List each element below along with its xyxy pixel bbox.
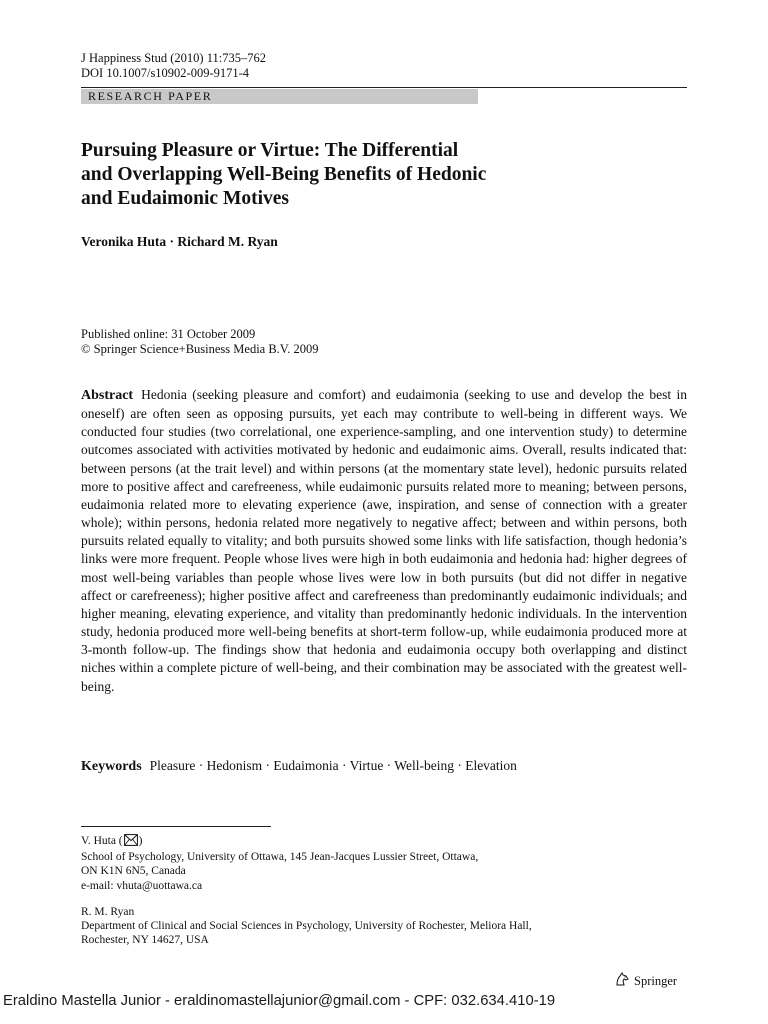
publication-info [81, 327, 318, 357]
affiliation-name: V. Huta ( ) [81, 834, 478, 850]
journal-citation: J Happiness Stud (2010) 11:735–762 [81, 51, 266, 65]
doi[interactable]: DOI 10.1007/s10902-009-9171-4 [81, 66, 250, 80]
published-date: Published online: 31 October 2009 [81, 327, 256, 341]
affiliation-line: Department of Clinical and Social Sciences in Psychology, University of Rochester, Meliora Hall, [81, 920, 532, 933]
authors: Veronika Huta · Richard M. Ryan [81, 234, 278, 249]
title-line: Pursuing Pleasure or Virtue: The Differential [81, 140, 459, 161]
envelope-icon[interactable] [124, 834, 138, 850]
watermark: Eraldino Mastella Junior - eraldinomastellajunior@gmail.com - CPF: 032.634.410-19 [3, 993, 556, 1009]
affiliation-line: ON K1N 6N5, Canada [81, 865, 186, 878]
copyright: © Springer Science+Business Media B.V. 2009 [81, 342, 319, 356]
affiliation-email[interactable]: e-mail: vhuta@uottawa.ca [81, 879, 203, 892]
publisher-logo [614, 972, 677, 991]
footnote-rule [81, 826, 271, 827]
journal-header [81, 51, 266, 81]
abstract-text: Hedonia (seeking pleasure and comfort) and eudaimonia (seeking to use and develop the best in oneself) are often seen as opposing pursuits, yet each may contribute to well-being in different ways. We conducted four studies (two correlational, one experience-sampling, and one intervention study) to determine outcomes associated with activities motivated by hedonic and eudaimonic aims. Overall, results indicated that: between persons (at the trait level) and within persons (at the momentary state level), hedonic pursuits related more to positive affect and carefreeness, while eudaimonic pursuits related more to meaning; between persons, eudaimonia related more to elevating experience (awe, inspiration, and sense of connection with a greater whole); within persons, hedonia related more negatively to negative affect; between and within persons, both pursuits related equally to vitality; and both pursuits showed some links with life satisfaction, though hedonia’s links were more frequent. People whose lives were high in both eudaimonia and hedonia had: higher degrees of most well-being variables than people whose lives were low in both pursuits (but did not differ in negative affect or carefreeness); higher positive affect and carefreeness than predominantly eudaimonic individuals; and higher meaning, elevating experience, and vitality than predominantly hedonic individuals. In the intervention study, hedonia produced more well-being benefits at short-term follow-up, while eudaimonia produced more at 3-month follow-up. The findings show that hedonia and eudaimonia occupy both overlapping and distinct niches within a complete picture of well-being, and their combination may be associated with the greatest well-being. [81, 387, 687, 694]
keywords-label: Keywords [81, 759, 142, 774]
springer-horse-icon [614, 972, 630, 991]
affiliation-line: Rochester, NY 14627, USA [81, 934, 209, 947]
paper-title [81, 139, 641, 211]
title-line: and Overlapping Well-Being Benefits of Hedonic [81, 164, 487, 185]
header-rule [81, 87, 687, 88]
abstract-label: Abstract [81, 388, 134, 403]
affiliation-name: R. M. Ryan [81, 906, 135, 918]
title-line: and Eudaimonic Motives [81, 188, 290, 209]
affiliation-ryan [81, 905, 532, 948]
affiliation-huta [81, 834, 478, 893]
abstract [81, 386, 687, 696]
affiliation-line: School of Psychology, University of Ottawa, 145 Jean-Jacques Lussier Street, Ottawa, [81, 851, 479, 864]
section-label: RESEARCH PAPER [81, 89, 478, 104]
keywords [81, 757, 641, 777]
keywords-text: Pleasure · Hedonism · Eudaimonia · Virtue · Well-being · Elevation [149, 758, 517, 773]
publisher-name: Springer [634, 974, 678, 988]
